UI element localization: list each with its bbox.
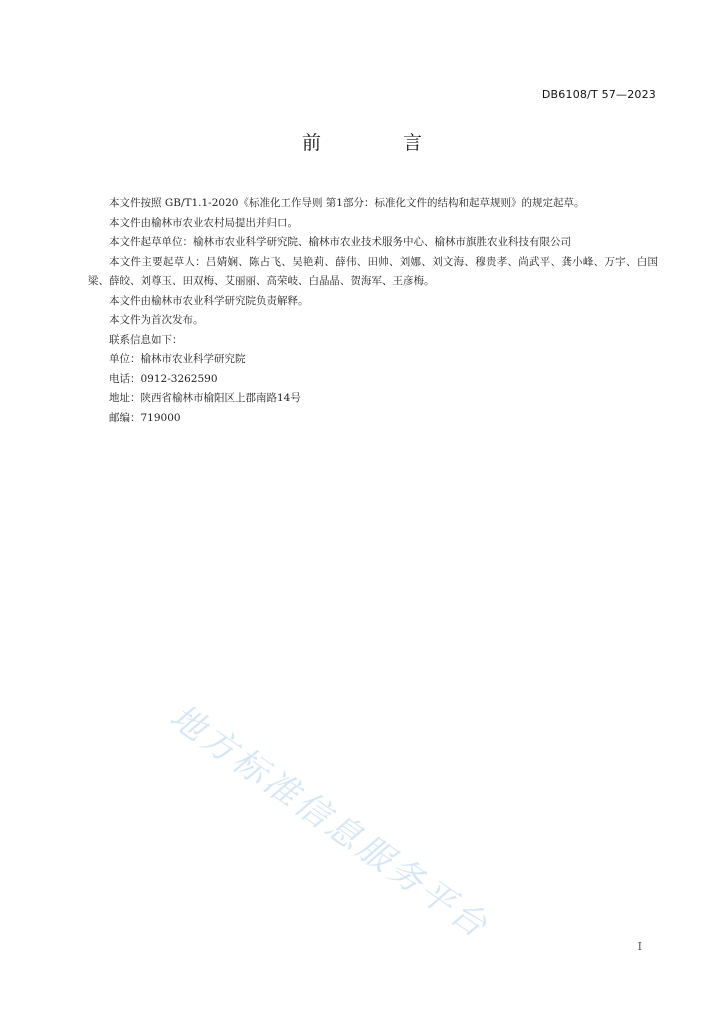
- contact-unit: 单位：榆林市农业科学研究院: [109, 353, 246, 365]
- paragraph-drafting-basis: 本文件按照 GB/T1.1-2020《标准化工作导则 第1部分：标准化文件的结构和起草规则》的规定起草。: [109, 197, 585, 209]
- paragraph-drafting-units: 本文件起草单位：榆林市农业科学研究院、榆林市农业技术服务中心、榆林市旗胜农业科技有限公司: [109, 236, 571, 248]
- document-body: [88, 194, 658, 428]
- contact-address: 地址：陕西省榆林市榆阳区上郡南路14号: [109, 392, 301, 404]
- page-number: I: [637, 940, 642, 953]
- paragraph-interpretation: 本文件由榆林市农业科学研究院负责解释。: [109, 294, 309, 307]
- contact-postcode: 邮编：719000: [109, 411, 181, 424]
- paragraph-proposer: 本文件由榆林市农业农村局提出并归口。: [109, 216, 298, 229]
- paragraph-first-release: 本文件为首次发布。: [109, 314, 204, 326]
- contact-phone: 电话：0912-3262590: [109, 372, 218, 385]
- standard-code: DB6108/T 57—2023: [541, 88, 656, 101]
- watermark-text: 地方标准信息服务平台: [162, 696, 497, 948]
- paragraph-drafters: 本文件主要起草人：吕婧娴、陈占飞、吴艳莉、薛伟、田帅、刘娜、刘文海、穆贵孝、尚武平、龚小峰、万宇、白国梁、薛皎、刘尊玉、田双梅、艾丽丽、高荣岐、白晶晶、贺海军、王彦梅。: [88, 255, 658, 287]
- page-title: 前 言: [301, 132, 461, 154]
- paragraph-contact-heading: 联系信息如下：: [109, 333, 183, 346]
